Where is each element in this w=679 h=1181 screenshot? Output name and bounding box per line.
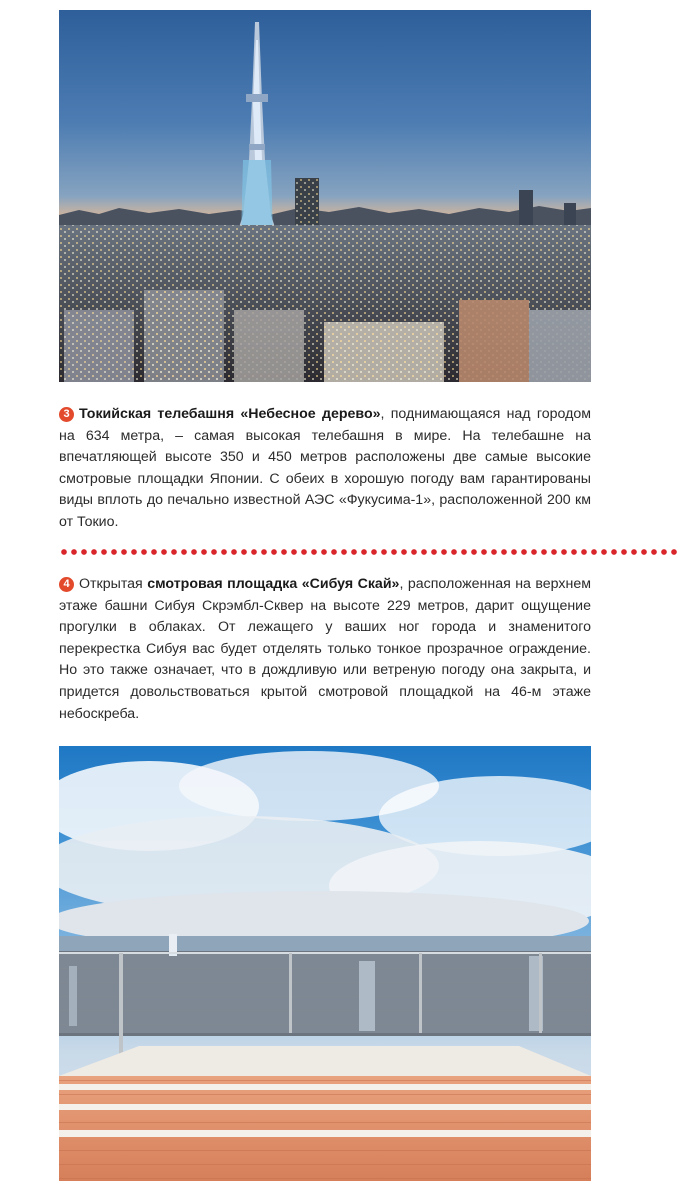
- section-3-paragraph: [59, 404, 591, 534]
- section-4-paragraph: [59, 574, 591, 725]
- section-number-badge: 3: [59, 407, 74, 422]
- section-number-badge: 4: [59, 577, 74, 592]
- shibuya-sky-photo: [59, 746, 591, 1181]
- dotted-separator: [59, 548, 679, 556]
- section-3-body: , поднимающаяся над городом на 634 метра, – самая высокая телебашня в мире. На телебашне на впечатляющей высоте 350 и 450 метров расположены две самые высокие смотровые площадки Японии. С обеих в хорошую погоду вам гарантированы виды вплоть до печально известной АЭС «Фукусима-1», расположенной 200 км от Токио.: [59, 406, 591, 530]
- section-4-lead: Открытая: [79, 576, 148, 592]
- section-3-title: Токийская телебашня «Небесное дерево»: [79, 406, 381, 422]
- section-4-body: , расположенная на верхнем этаже башни Сибуя Скрэмбл-Сквер на высоте 229 метров, дарит ощущение прогулки в облаках. От лежащего у ваших ног города и знаменитого перекрестка Сибуя вас будет отделять только тонкое прозрачное ограждение. Но это также означает, что в дождливую или ветреную погоду она закрыта, и придется довольствоваться крытой смотровой площадкой на 46-м этаже небоскреба.: [59, 576, 591, 722]
- shibuya-sky-illustration: [59, 746, 591, 1181]
- tokyo-skytree-illustration: [59, 10, 591, 382]
- section-4-title: смотровая площадка «Сибуя Скай»: [147, 576, 400, 592]
- tokyo-skytree-photo: [59, 10, 591, 382]
